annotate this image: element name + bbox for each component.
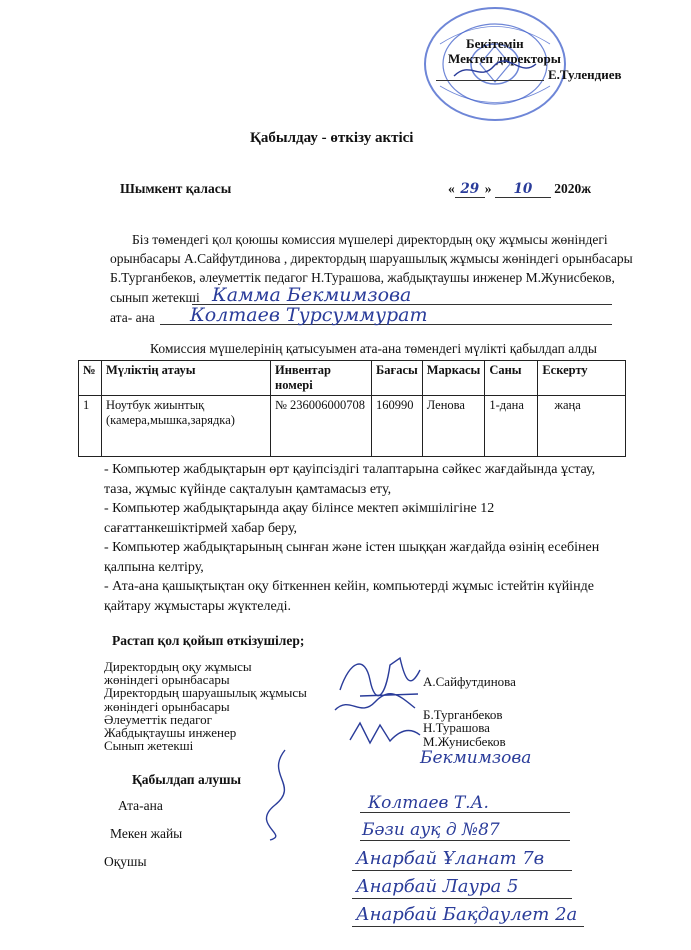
- position-line: Директордың оқу жұмысы: [104, 659, 252, 674]
- student-2: Анарбай Лаура 5: [356, 876, 519, 897]
- header-inventory: Инвентар номері: [271, 361, 372, 396]
- condition-line: - Ата-ана қашықтықтан оқу біткеннен кейін, компьютерді жұмыс істейтін күйінде: [104, 579, 594, 594]
- signers-positions: [104, 660, 307, 752]
- student-3: Анарбай Бақдаулет 2а: [356, 904, 578, 925]
- document-title: Қабылдау - өткізу актісі: [250, 130, 414, 146]
- date-row: « 29 » 10 2020ж: [448, 181, 592, 197]
- cell-note: жаңа: [538, 396, 626, 457]
- position-line: жөніндегі орынбасары: [104, 698, 230, 714]
- cell-inventory: № 236006000708: [271, 396, 372, 457]
- position-line: Жабдықтаушы инженер: [104, 725, 237, 741]
- student-line-3: [352, 926, 584, 927]
- position-line: Директордың шаруашылық жұмысы: [104, 685, 307, 701]
- intro-line-3: Б.Турганбеков, әлеуметтік педагог Н.Турашова, жабдықтаушы инженер М.Жунисбеков,: [110, 270, 615, 285]
- position-line: Әлеуметтік педагог: [104, 711, 212, 727]
- student-line-2: [352, 898, 572, 899]
- condition-line: қалпына келтіру,: [104, 559, 204, 575]
- header-brand: Маркасы: [422, 361, 485, 396]
- property-table: [78, 360, 626, 457]
- address-line: [360, 840, 570, 841]
- intro-line-1: Біз төмендегі қол қоюшы комиссия мүшелері директордың оқу жұмысы жөніндегі: [132, 232, 608, 247]
- teacher-label: сынып жетекші: [110, 290, 200, 305]
- condition-line: - Компьютер жабдықтарының сынған және істен шыққан жағдайда өзінің есебінен: [104, 540, 600, 555]
- signer-name-3: Н.Турашова: [423, 720, 490, 735]
- condition-line: сағаттанкешіктірмей хабар беру,: [104, 520, 298, 536]
- student-label: Оқушы: [104, 854, 147, 869]
- signer-name-2: Б.Турганбеков: [423, 707, 503, 722]
- city: Шымкент қаласы: [120, 181, 232, 196]
- address-label: Мекен жайы: [110, 826, 183, 841]
- condition-line: қайтару жұмыстары жүктеледі.: [104, 598, 292, 614]
- cell-quantity: 1-дана: [485, 396, 538, 457]
- receiver-parent-label: Ата-ана: [118, 798, 163, 813]
- cell-name: Ноутбук жиынтық (камера,мышка,зарядка): [102, 396, 271, 457]
- date-month: 10: [495, 181, 551, 198]
- address-handwritten: Бәзи ауқ д №87: [362, 820, 500, 840]
- cell-brand: Ленова: [422, 396, 485, 457]
- header-name: Мүліктің атауы: [102, 361, 271, 396]
- parent-handwritten: Колтаев Турсуммурат: [190, 304, 428, 326]
- approval-line-3: Е.Тулендиев: [548, 67, 622, 82]
- header-number: №: [79, 361, 102, 396]
- signature-receiver: [255, 745, 315, 845]
- receiver-parent-handwritten: Колтаев Т.А.: [368, 793, 489, 813]
- condition-line: таза, жұмыс күйінде сақталуын қамтамасыз ету,: [104, 481, 392, 497]
- condition-line: - Компьютер жабдықтарын өрт қауіпсіздігі талаптарына сәйкес жағдайында ұстау,: [104, 462, 596, 477]
- approval-line-2: Мектеп директоры: [448, 51, 561, 66]
- header-note: Ескерту: [538, 361, 626, 396]
- cell-number: 1: [79, 396, 102, 457]
- teacher-handwritten: Камма Бекмимзова: [212, 284, 412, 306]
- table-header-row: [79, 361, 626, 396]
- condition-line: - Компьютер жабдықтарында ақау білінсе мектеп әкімшілігіне 12: [104, 501, 495, 516]
- signature-turashova: [345, 715, 425, 750]
- student-line-1: [352, 870, 572, 871]
- conditions-block: [104, 460, 599, 616]
- intro-line-2: орынбасары А.Сайфутдинова , директордың шаруашылық жұмысы жөніндегі орынбасары: [110, 251, 633, 266]
- parent-label: ата- ана: [110, 310, 155, 325]
- header-price: Бағасы: [372, 361, 423, 396]
- cell-price: 160990: [372, 396, 423, 457]
- teacher-sign-name: Бекмимзова: [420, 748, 532, 768]
- receiver-heading: Қабылдап алушы: [132, 772, 242, 787]
- header-quantity: Саны: [485, 361, 538, 396]
- commission-line: Комиссия мүшелерінің қатысуымен ата-ана төмендегі мүлікті қабылдап алды: [150, 341, 598, 356]
- signer-name-1: А.Сайфутдинова: [423, 674, 516, 689]
- date-year: 2020ж: [554, 181, 592, 196]
- position-line: Сынып жетекші: [104, 738, 194, 754]
- approval-line-1: Бекітемін: [466, 36, 524, 51]
- director-signature: [450, 58, 540, 82]
- student-1: Анарбай Ұланат 7в: [356, 848, 545, 869]
- table-row: [79, 396, 626, 457]
- signer-name-4: М.Жунисбеков: [423, 734, 506, 749]
- position-line: жөніндегі орынбасары: [104, 672, 230, 688]
- date-day: 29: [455, 181, 485, 198]
- signers-heading: Растап қол қойып өткізушілер;: [112, 633, 305, 648]
